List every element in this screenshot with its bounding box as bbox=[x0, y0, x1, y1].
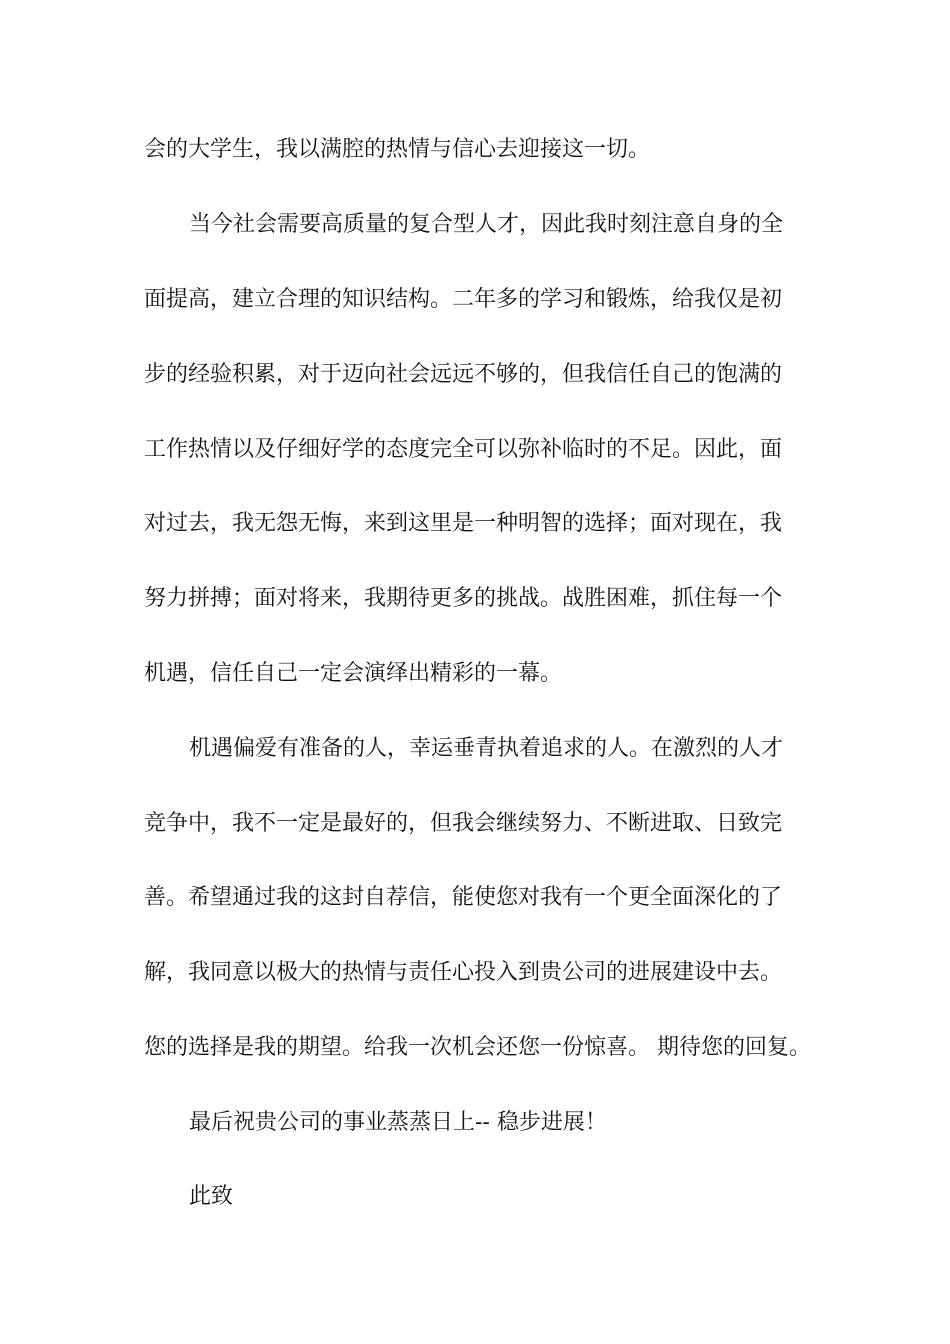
text-line: 善。希望通过我的这封自荐信，能使您对我有一个更全面深化的了 bbox=[144, 885, 783, 910]
text-line: 机遇，信任自己一定会演绎出精彩的一幕。 bbox=[144, 661, 563, 686]
text-line: 解，我同意以极大的热情与责任心投入到贵公司的进展建设中去。 bbox=[144, 960, 783, 985]
text-line: 竞争中，我不一定是最好的，但我会继续努力、不断进取、日致完 bbox=[144, 811, 783, 836]
text-line: 机遇偏爱有准备的人，幸运垂青执着追求的人。在激烈的人才 bbox=[189, 736, 784, 761]
text-line: 此致 bbox=[189, 1184, 234, 1209]
text-line: 当今社会需要高质量的复合型人才，因此我时刻注意自身的全 bbox=[189, 212, 784, 237]
text-line: 最后祝贵公司的事业蒸蒸日上-- 稳步进展！ bbox=[189, 1110, 607, 1135]
text-line: 面提高，建立合理的知识结构。二年多的学习和锻炼，给我仅是初 bbox=[144, 287, 783, 312]
text-line: 步的经验积累，对于迈向社会远远不够的，但我信任自己的饱满的 bbox=[144, 362, 783, 387]
text-line: 对过去，我无怨无悔，来到这里是一种明智的选择；面对现在，我 bbox=[144, 511, 783, 536]
text-line: 工作热情以及仔细好学的态度完全可以弥补临时的不足。因此，面 bbox=[144, 437, 783, 462]
text-line: 努力拼搏；面对将来，我期待更多的挑战。战胜困难，抓住每一个 bbox=[144, 586, 783, 611]
text-line: 您的选择是我的期望。给我一次机会还您一份惊喜。 期待您的回复。 bbox=[144, 1035, 811, 1060]
text-line: 会的大学生，我以满腔的热情与信心去迎接这一切。 bbox=[144, 137, 651, 162]
